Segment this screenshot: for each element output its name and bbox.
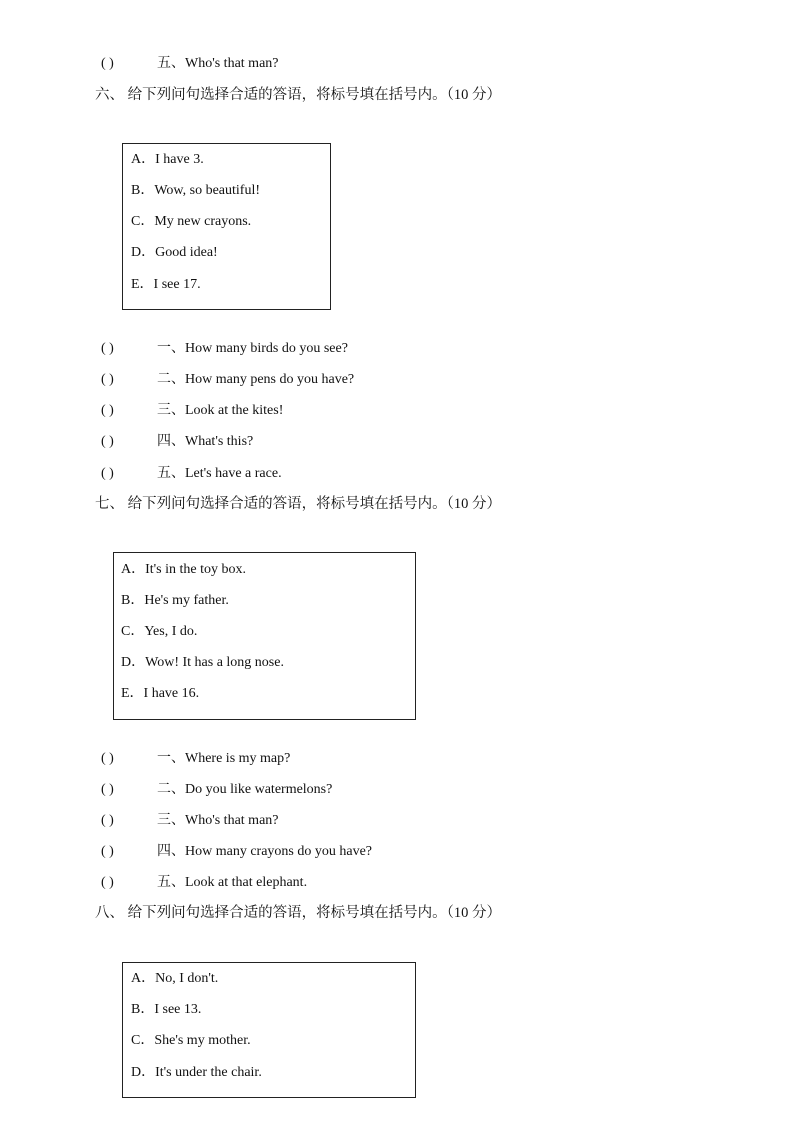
question-item — [101, 371, 354, 389]
option-e: E．I see 17. — [131, 277, 201, 292]
answer-blank[interactable]: ( ) — [101, 782, 114, 797]
option-a: A．No, I don't. — [131, 971, 219, 986]
option-b: B．I see 13. — [131, 1002, 202, 1017]
question-text: 二、Do you like watermelons? — [157, 782, 333, 797]
answer-blank[interactable]: ( ) — [101, 341, 114, 356]
question-text: 五、Who's that man? — [157, 56, 279, 71]
option-c: C．She's my mother. — [131, 1033, 251, 1048]
section-heading: 七、 给下列问句选择合适的答语，将标号填在括号内。（10 分） — [95, 496, 501, 512]
option-b: B．He's my father. — [121, 593, 229, 608]
option-d: D．Wow! It has a long nose. — [121, 655, 284, 670]
option-e: E．I have 16. — [121, 686, 200, 701]
answer-blank[interactable]: ( ) — [101, 434, 114, 449]
question-text: 三、Look at the kites! — [157, 403, 284, 418]
question-text: 三、Who's that man? — [157, 813, 279, 828]
answer-blank[interactable]: ( ) — [101, 466, 114, 481]
answer-blank[interactable]: ( ) — [101, 403, 114, 418]
answer-blank[interactable]: ( ) — [101, 56, 114, 71]
question-text: 一、Where is my map? — [157, 751, 291, 766]
question-text: 四、How many crayons do you have? — [157, 844, 373, 859]
question-item — [101, 55, 279, 73]
question-item — [101, 433, 253, 451]
question-text: 五、Look at that elephant. — [157, 875, 308, 890]
section-heading: 八、 给下列问句选择合适的答语，将标号填在括号内。（10 分） — [95, 905, 501, 921]
option-c: C．My new crayons. — [131, 214, 252, 229]
question-item — [101, 781, 332, 799]
option-c: C．Yes, I do. — [121, 624, 198, 639]
option-d: D．It's under the chair. — [131, 1065, 262, 1080]
question-item — [101, 750, 290, 768]
answer-blank[interactable]: ( ) — [101, 751, 114, 766]
option-b: B．Wow, so beautiful! — [131, 183, 261, 198]
question-text: 二、How many pens do you have? — [157, 372, 355, 387]
answer-blank[interactable]: ( ) — [101, 372, 114, 387]
answer-blank[interactable]: ( ) — [101, 813, 114, 828]
question-text: 一、How many birds do you see? — [157, 341, 348, 356]
option-d: D．Good idea! — [131, 245, 218, 260]
question-item — [101, 340, 348, 358]
question-item — [101, 843, 372, 861]
answer-blank[interactable]: ( ) — [101, 875, 114, 890]
question-item — [101, 465, 282, 483]
section-heading: 六、 给下列问句选择合适的答语，将标号填在括号内。（10 分） — [95, 87, 501, 103]
question-item — [101, 874, 307, 892]
answer-blank[interactable]: ( ) — [101, 844, 114, 859]
option-a: A．It's in the toy box. — [121, 562, 247, 577]
question-item — [101, 402, 283, 420]
question-text: 五、Let's have a race. — [157, 466, 282, 481]
option-a: A．I have 3. — [131, 152, 204, 167]
question-item — [101, 812, 279, 830]
question-text: 四、What's this? — [157, 434, 254, 449]
